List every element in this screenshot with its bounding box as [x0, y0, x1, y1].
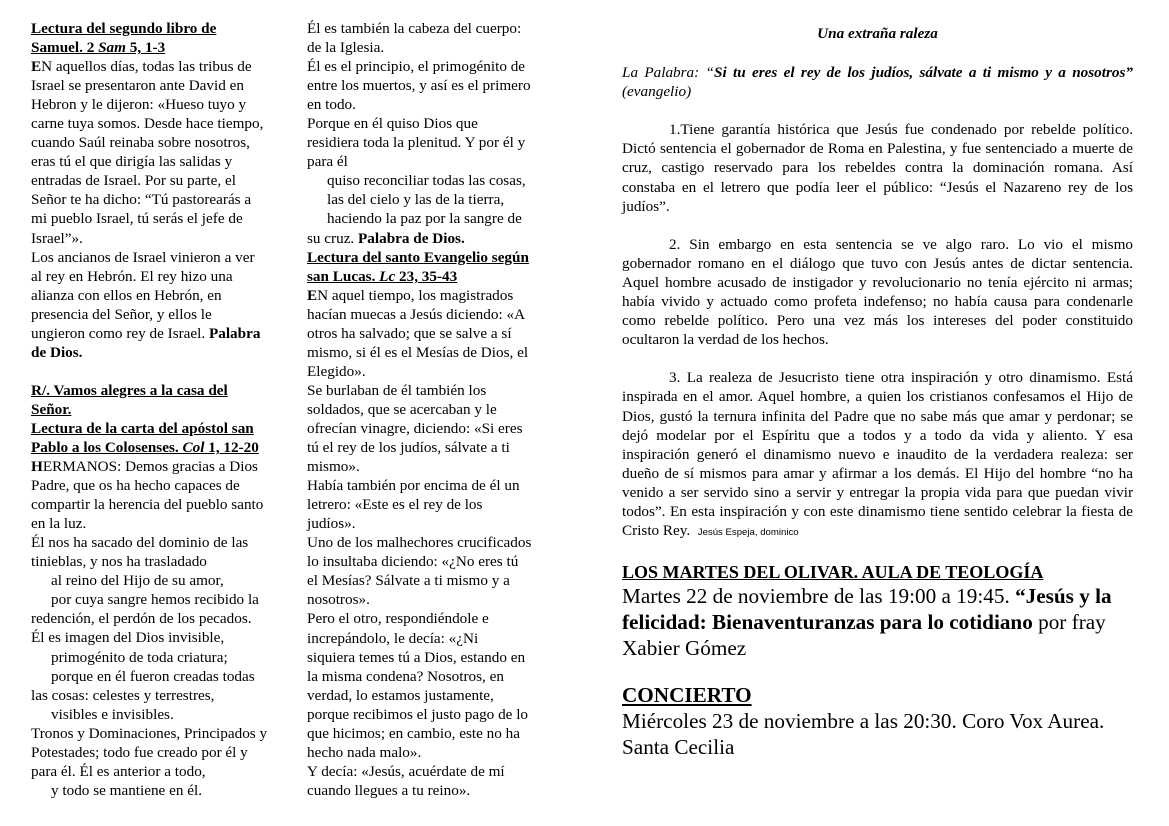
text-line: Él es imagen del Dios invisible,: [31, 629, 225, 647]
text-line: hecho nada malo».: [307, 743, 422, 761]
text-line: por cuya sangre hemos recibido la: [51, 591, 259, 609]
martes-title: LOS MARTES DEL OLIVAR. AULA DE TEOLOGÍA: [622, 562, 1044, 583]
text-line: el Mesías? Sálvate a ti mismo y a: [307, 572, 510, 590]
text-line: Señor te ha dicho: “Tú pastorearás a: [31, 191, 252, 209]
gospel-reference: san Lucas. Lc 23, 35-43: [307, 267, 458, 285]
text-line: verdad, lo estamos justamente,: [307, 686, 494, 704]
text-line: su cruz. Palabra de Dios.: [307, 229, 465, 247]
text-line: Hebron y le dijeron: «Hueso tuyo y: [31, 96, 247, 114]
text-line: Pero el otro, respondiéndole e: [307, 610, 489, 628]
first-reading-reference: Samuel. 2 Sam 5, 1-3: [31, 39, 166, 57]
text-line: en todo.: [307, 96, 356, 114]
text-line: quiso reconciliar todas las cosas,: [327, 172, 526, 190]
text-line: otros ha salvado; que se salve a sí: [307, 324, 512, 342]
text-line: increpándolo, le decía: «¿Ni: [307, 629, 479, 647]
psalm-response: R/. Vamos alegres a la casa del: [31, 381, 228, 399]
text-line: Había también por encima de él un: [307, 477, 520, 495]
text-line: carne tuya somos. Desde hace tiempo,: [31, 115, 264, 133]
text-line: mismo, si él es el Mesías de Dios, el: [307, 343, 529, 361]
text-line: hacían muecas a Jesús diciendo: «A: [307, 305, 526, 323]
text-line: compartir la herencia del pueblo santo: [31, 496, 264, 514]
text-line: lo insultaba diciendo: «¿No eres tú: [307, 553, 519, 571]
text-line: judíos».: [307, 515, 356, 533]
text-line: ungieron como rey de Israel. Palabra: [31, 324, 261, 342]
text-line: EN aquellos días, todas las tribus de: [31, 58, 252, 76]
text-line: tinieblas, y nos ha trasladado: [31, 553, 207, 571]
text-line: cuando Saúl reinaba sobre nosotros,: [31, 134, 250, 152]
text-line: Él es también la cabeza del cuerpo:: [307, 20, 522, 37]
commentary-paragraph-1: 1.Tiene garantía histórica que Jesús fue condenado por rebelde político. Dictó sentencia el gobernador de Roma en Palestina, y fue sentenciado a muerte de cruz, castigo reservado para los rebeldes contra la dominación romana. Así constaba en el letrero que podía leer el público: “Jesús el Nazareno rey de los judíos”.: [622, 121, 1133, 215]
text-line: entradas de Israel. Por su parte, el: [31, 172, 236, 190]
text-line: de Dios.: [31, 343, 83, 361]
text-line: residiera toda la plenitud. Y por él y: [307, 134, 526, 152]
commentary-page: [622, 24, 1133, 760]
text-line: Israel se presentaron ante David en: [31, 77, 244, 95]
text-line: cuando llegues a tu reino».: [307, 781, 471, 799]
text-line: haciendo la paz por la sangre de: [327, 210, 522, 228]
text-line: Porque en él quiso Dios que: [307, 115, 478, 133]
concierto-title: CONCIERTO: [622, 683, 752, 708]
text-line: las cosas: celestes y terrestres,: [31, 686, 215, 704]
text-line: para él. Él es anterior a todo,: [31, 762, 206, 780]
text-line: letrero: «Este es el rey de los: [307, 496, 483, 514]
text-line: de la Iglesia.: [307, 39, 385, 57]
text-line: al rey en Hebrón. El rey hizo una: [31, 267, 233, 285]
text-line: que hicimos; en cambio, este no ha: [307, 724, 520, 742]
second-reading-reference: Pablo a los Colosenses. Col 1, 12-20: [31, 438, 259, 456]
text-line: primogénito de toda criatura;: [51, 648, 228, 666]
commentary-paragraph-3: 3. La realeza de Jesucristo tiene otra inspiración y otro dinamismo. Está inspirada en el amor. Aquel hombre, a quien los cristianos confesamos el Hijo de Dios, gustó la ternura infinita del Padre que no sabe más que amar y perdonar; se dejó modelar por el Espíritu que a todos y a todo da vida y aliento. Y esa inspiración generó el dinamismo nuevo e inaudito de la verdadera realeza: ser dueño de sí mismos para amar y afirmar a los demás. El Hijo del hombre “no ha venido a ser servido sino a servir y entregar la propia vida para que puedan vivir todos”. En esta inspiración y con este dinamismo tiene sentido celebrar la fiesta de Cristo Rey. Jesús Espeja, dominico: [622, 369, 1133, 540]
second-reading-heading: Lectura de la carta del apóstol san: [31, 419, 254, 437]
text-line: Padre, que os ha hecho capaces de: [31, 477, 240, 495]
text-line: y todo se mantiene en él.: [51, 781, 202, 799]
text-line: redención, el perdón de los pecados.: [31, 610, 252, 628]
first-reading-heading: Lectura del segundo libro de: [31, 20, 217, 37]
text-line: entre los muertos, y así es el primero: [307, 77, 531, 95]
text-line: soldados, que se acercaban y le: [307, 400, 497, 418]
gospel-column: [307, 19, 555, 800]
text-line: siquiera temes tú a Dios, estando en: [307, 648, 526, 666]
author-signature: Jesús Espeja, dominico: [697, 527, 799, 539]
text-line: visibles e invisibles.: [51, 705, 174, 723]
commentary-title: Una extraña raleza: [817, 25, 938, 42]
palabra-quote: La Palabra: “Si tu eres el rey de los judíos, sálvate a ti mismo y a nosotros” (evangelio): [622, 64, 1133, 101]
text-line: Y decía: «Jesús, acuérdate de mí: [307, 762, 505, 780]
text-line: para él: [307, 153, 348, 171]
text-line: Potestades; todo fue creado por él y: [31, 743, 248, 761]
text-line: porque recibimos el justo pago de lo: [307, 705, 529, 723]
text-line: presencia del Señor, y ellos le: [31, 305, 212, 323]
gospel-heading: Lectura del santo Evangelio según: [307, 248, 529, 266]
text-line: EN aquel tiempo, los magistrados: [307, 286, 514, 304]
text-line: nosotros».: [307, 591, 370, 609]
concierto-announcement: Miércoles 23 de noviembre a las 20:30. Coro Vox Aurea. Santa Cecilia: [622, 709, 1105, 760]
text-line: ofrecían vinagre, diciendo: «Si eres: [307, 419, 523, 437]
text-line: las del cielo y las de la tierra,: [327, 191, 505, 209]
text-line: tú el rey de los judíos, sálvate a ti: [307, 439, 510, 457]
text-line: Él es el principio, el primogénito de: [307, 58, 526, 76]
text-line: la misma condena? Nosotros, en: [307, 667, 504, 685]
first-reading-column: [31, 19, 293, 800]
text-line: eras tú el que dirigía las salidas y: [31, 153, 233, 171]
psalm-response: Señor.: [31, 400, 72, 418]
commentary-paragraph-2: 2. Sin embargo en esta sentencia se ve algo raro. Lo vio el mismo gobernador romano en el diálogo que tuvo con Jesús antes de dictar sentencia. Aquel hombre acusado de instigador y revolucionario no tenía ejército ni armas; había vivido y actuado como profeta indefenso; no había causa para condenarle como rebelde político. Pero una vez más los intereses del poder constituido ocultaron la verdad de los hechos.: [622, 235, 1133, 349]
text-line: Uno de los malhechores crucificados: [307, 534, 532, 552]
text-line: Israel”».: [31, 229, 83, 247]
martes-announcement: Martes 22 de noviembre de las 19:00 a 19:45. “Jesús y la felicidad: Bienaventuranzas para lo cotidiano por fray Xabier Gómez: [622, 584, 1112, 661]
text-line: mi pueblo Israel, tú serás el jefe de: [31, 210, 243, 228]
text-line: porque en él fueron creadas todas: [51, 667, 255, 685]
text-line: al reino del Hijo de su amor,: [51, 572, 224, 590]
text-line: mismo».: [307, 458, 360, 476]
text-line: alianza con ellos en Hebrón, en: [31, 286, 222, 304]
text-line: Se burlaban de él también los: [307, 381, 487, 399]
text-line: en la luz.: [31, 515, 87, 533]
text-line: Él nos ha sacado del dominio de las: [31, 534, 249, 552]
text-line: HERMANOS: Demos gracias a Dios: [31, 458, 258, 476]
text-line: Elegido».: [307, 362, 366, 380]
text-line: Tronos y Dominaciones, Principados y: [31, 724, 268, 742]
text-line: Los ancianos de Israel vinieron a ver: [31, 248, 255, 266]
